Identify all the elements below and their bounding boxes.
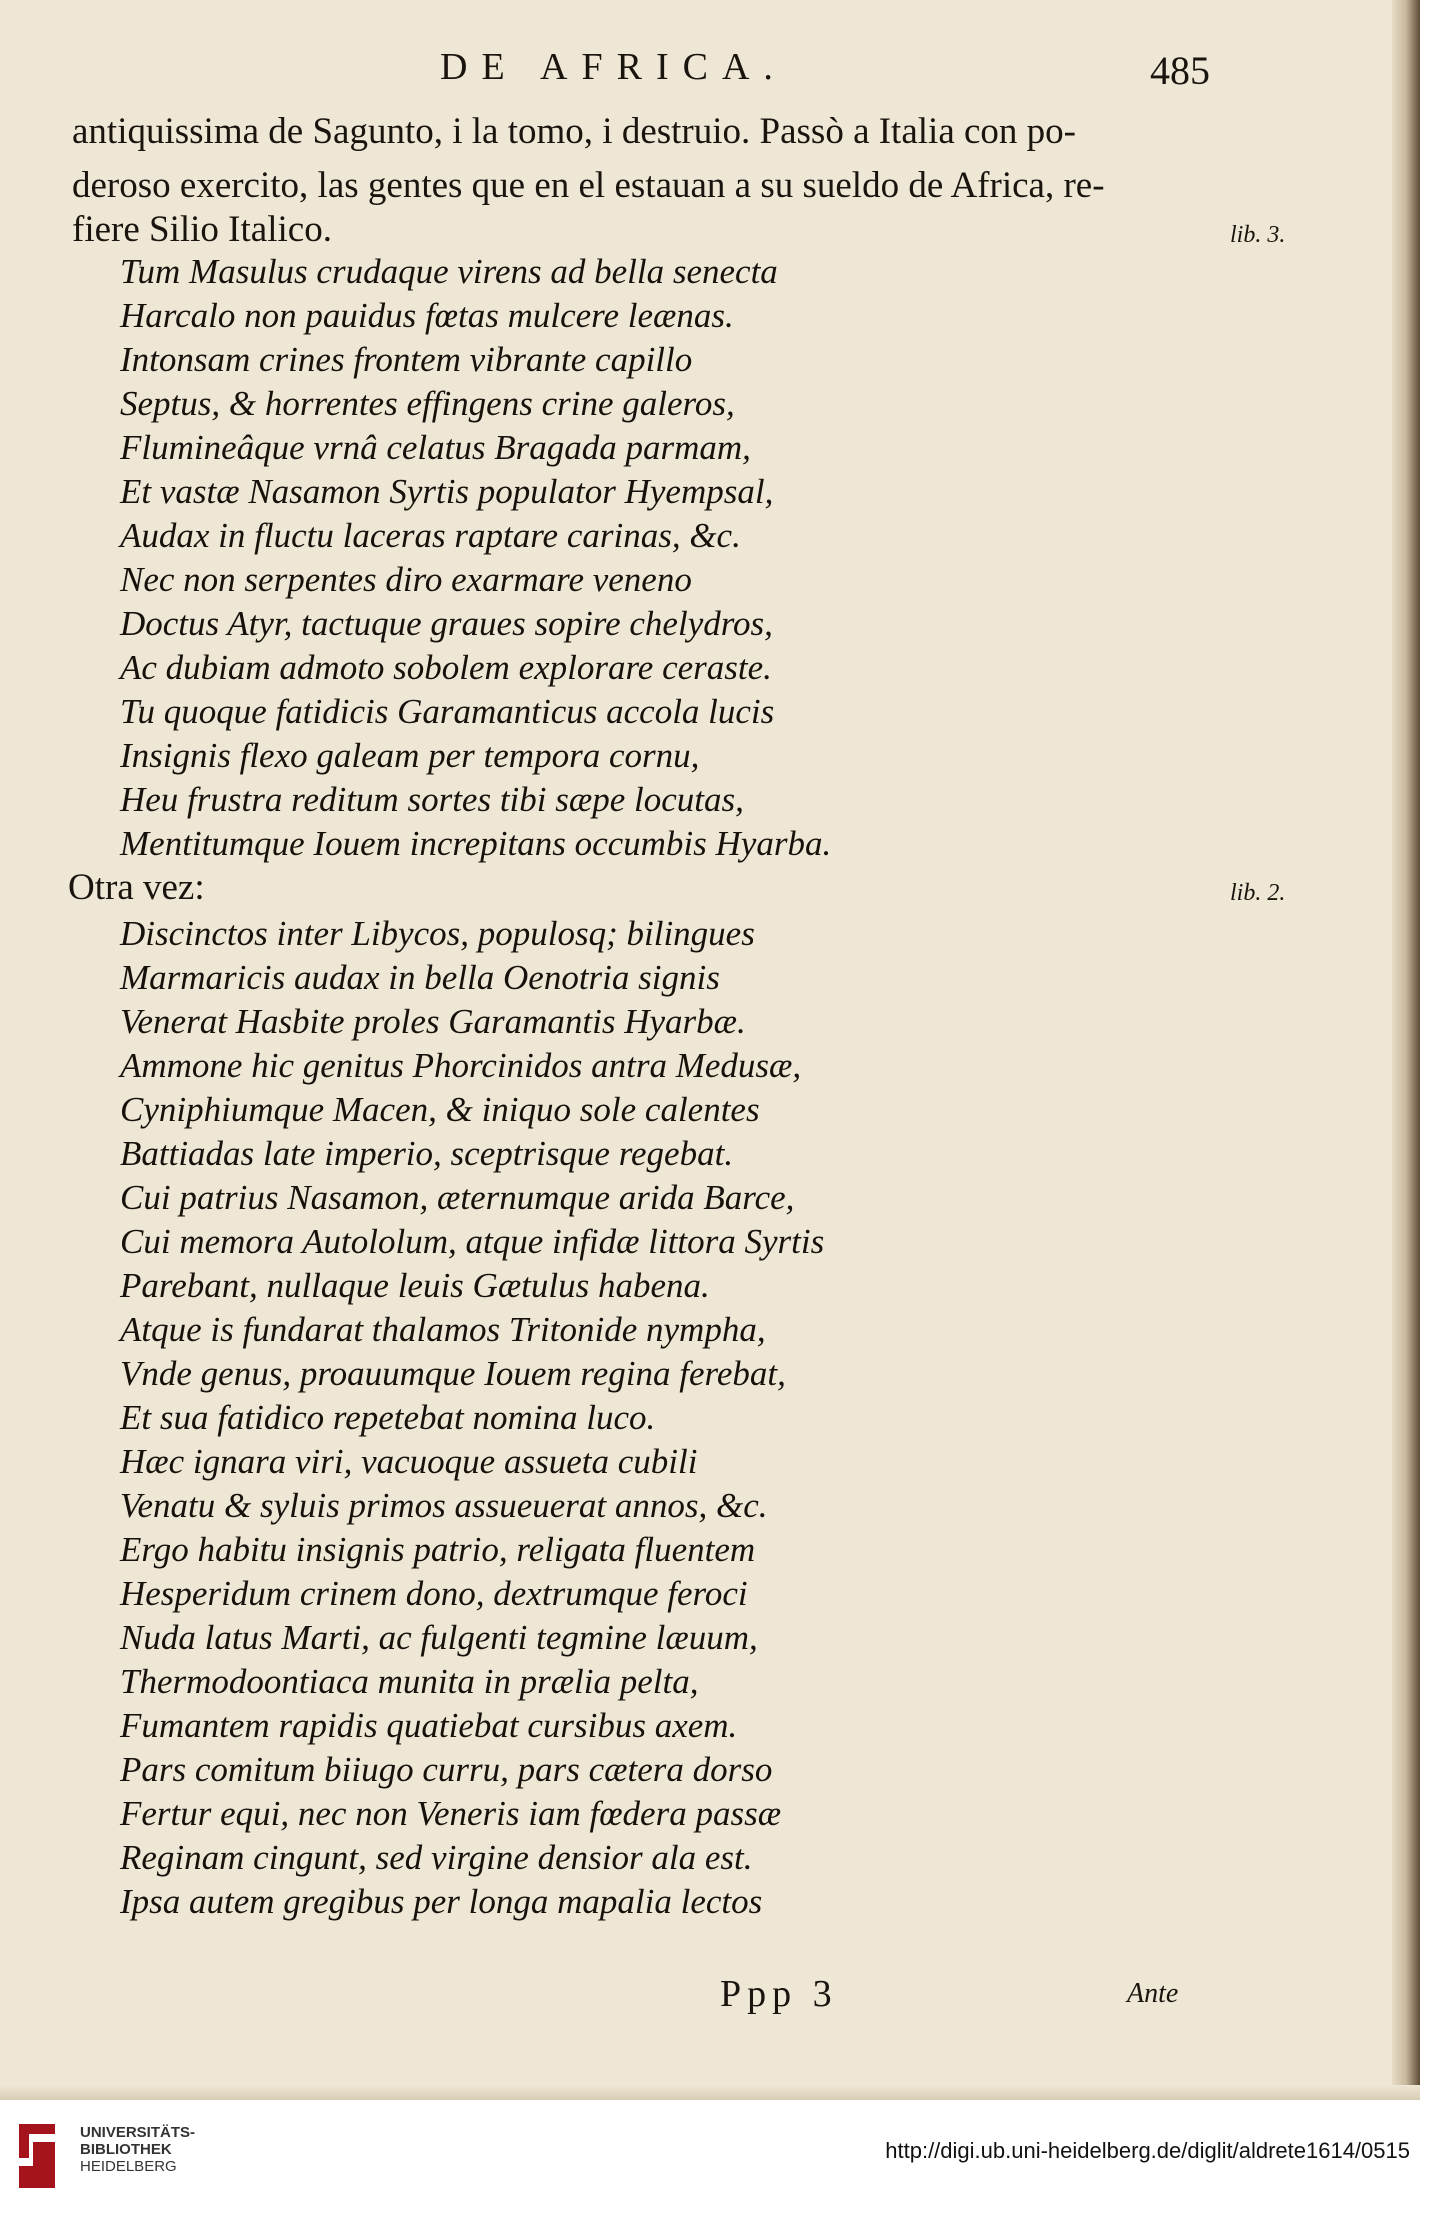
catchword: Ante bbox=[1127, 1978, 1179, 2009]
verse-line: Et vastæ Nasamon Syrtis populator Hyempsal, bbox=[120, 472, 774, 511]
prose-line-3: fiere Silio Italico. bbox=[72, 209, 332, 250]
running-title: DE AFRICA. bbox=[440, 46, 787, 88]
margin-note-lib-3: lib. 3. bbox=[1230, 222, 1286, 248]
verse-line: Fumantem rapidis quatiebat cursibus axem. bbox=[120, 1706, 738, 1745]
verse-line: Cui patrius Nasamon, æternumque arida Barce, bbox=[120, 1178, 795, 1217]
library-name-line-2: BIBLIOTHEK bbox=[80, 2141, 172, 2158]
library-name bbox=[80, 2124, 195, 2175]
page-number: 485 bbox=[1150, 48, 1210, 93]
library-logo-icon bbox=[15, 2120, 59, 2192]
verse-line: Intonsam crines frontem vibrante capillo bbox=[120, 340, 693, 379]
verse-line: Parebant, nullaque leuis Gætulus habena. bbox=[120, 1266, 710, 1305]
verse-line: Ammone hic genitus Phorcinidos antra Medusæ, bbox=[120, 1046, 802, 1085]
signature-mark: Ppp 3 bbox=[720, 1973, 838, 2015]
verse-line: Battiadas late imperio, sceptrisque regebat. bbox=[120, 1134, 734, 1173]
verse-line: Reginam cingunt, sed virgine densior ala est. bbox=[120, 1838, 753, 1877]
verse-line: Pars comitum biiugo curru, pars cætera dorso bbox=[120, 1750, 773, 1789]
verse-line: Venatu & syluis primos assueuerat annos, &c. bbox=[120, 1486, 768, 1525]
otra-vez-line: Otra vez: bbox=[68, 867, 205, 908]
verse-line: Septus, & horrentes effingens crine galeros, bbox=[120, 384, 735, 423]
verse-line: Mentitumque Iouem increpitans occumbis Hyarba. bbox=[120, 824, 832, 863]
verse-line: Ac dubiam admoto sobolem explorare ceraste. bbox=[120, 648, 772, 687]
verse-line: Doctus Atyr, tactuque graues sopire chelydros, bbox=[120, 604, 773, 643]
verse-line: Marmaricis audax in bella Oenotria signis bbox=[120, 958, 720, 997]
verse-line: Hesperidum crinem dono, dextrumque feroci bbox=[120, 1574, 748, 1613]
margin-note-lib-2: lib. 2. bbox=[1230, 880, 1286, 906]
verse-line: Discinctos inter Libycos, populosq; bilingues bbox=[120, 914, 755, 953]
verse-line: Flumineâque vrnâ celatus Bragada parmam, bbox=[120, 428, 751, 467]
verse-line: Nuda latus Marti, ac fulgenti tegmine læuum, bbox=[120, 1618, 758, 1657]
source-url-link[interactable]: http://digi.ub.uni-heidelberg.de/diglit/aldrete1614/0515 bbox=[885, 2138, 1410, 2163]
verse-line: Fertur equi, nec non Veneris iam fœdera passæ bbox=[120, 1794, 782, 1833]
verse-line: Insignis flexo galeam per tempora cornu, bbox=[120, 736, 700, 775]
verse-line: Et sua fatidico repetebat nomina luco. bbox=[120, 1398, 656, 1437]
verse-line: Tum Masulus crudaque virens ad bella senecta bbox=[120, 252, 778, 291]
verse-line: Ergo habitu insignis patrio, religata fluentem bbox=[120, 1530, 756, 1569]
verse-line: Nec non serpentes diro exarmare veneno bbox=[120, 560, 692, 599]
verse-line: Venerat Hasbite proles Garamantis Hyarbæ. bbox=[120, 1002, 746, 1041]
page-edge-shadow bbox=[1392, 0, 1420, 2100]
verse-line: Cyniphiumque Macen, & iniquo sole calentes bbox=[120, 1090, 760, 1129]
library-name-line-3: HEIDELBERG bbox=[80, 2158, 177, 2175]
verse-line: Harcalo non pauidus fœtas mulcere leænas. bbox=[120, 296, 734, 335]
verse-line: Tu quoque fatidicis Garamanticus accola lucis bbox=[120, 692, 775, 731]
prose-line-1: antiquissima de Sagunto, i la tomo, i destruio. Passò a Italia con po- bbox=[72, 111, 1076, 152]
footer-bar bbox=[0, 2100, 1438, 2235]
verse-line: Atque is fundarat thalamos Tritonide nympha, bbox=[120, 1310, 766, 1349]
verse-line: Ipsa autem gregibus per longa mapalia lectos bbox=[120, 1882, 763, 1921]
prose-line-2: deroso exercito, las gentes que en el estauan a su sueldo de Africa, re- bbox=[72, 165, 1105, 206]
verse-line: Vnde genus, proauumque Iouem regina ferebat, bbox=[120, 1354, 786, 1393]
verse-line: Audax in fluctu laceras raptare carinas, &c. bbox=[120, 516, 741, 555]
verse-line: Heu frustra reditum sortes tibi sæpe locutas, bbox=[120, 780, 744, 819]
library-name-line-1: UNIVERSITÄTS- bbox=[80, 2124, 196, 2141]
verse-line: Cui memora Autololum, atque infidæ littora Syrtis bbox=[120, 1222, 825, 1261]
page-header bbox=[0, 45, 1300, 95]
verse-line: Hæc ignara viri, vacuoque assueta cubili bbox=[120, 1442, 698, 1481]
verse-line: Thermodoontiaca munita in prælia pelta, bbox=[120, 1662, 699, 1701]
page-bottom-edge bbox=[0, 2085, 1420, 2100]
